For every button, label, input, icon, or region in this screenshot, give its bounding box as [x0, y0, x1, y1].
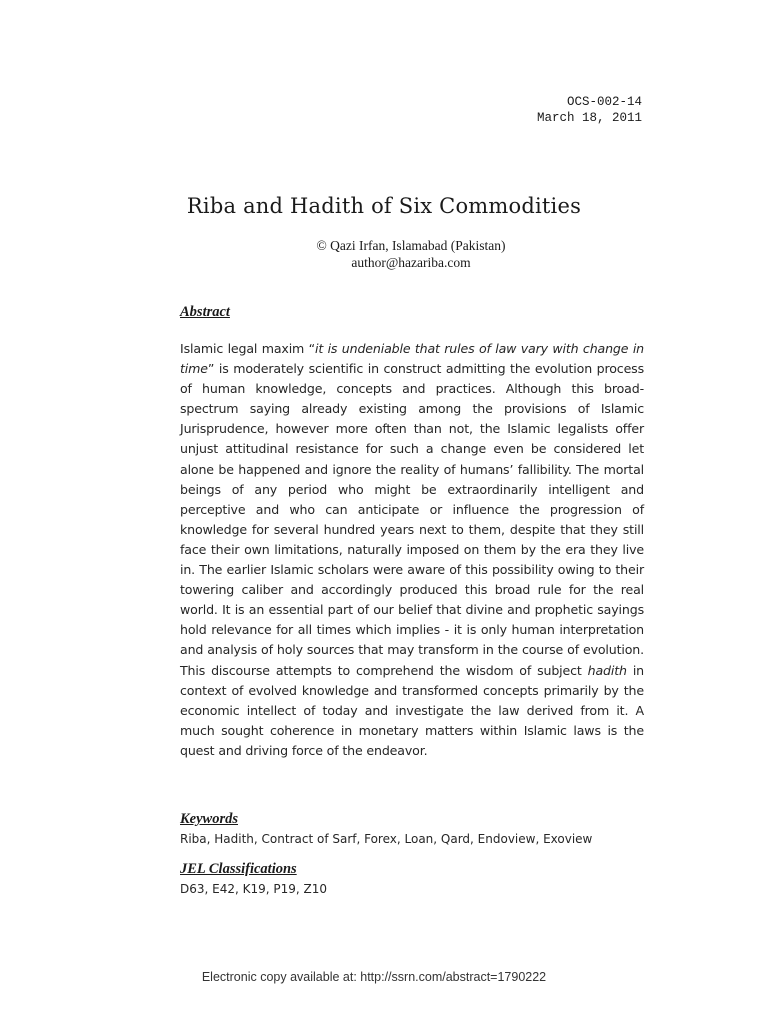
paper-title: Riba and Hadith of Six Commodities: [186, 194, 582, 218]
abstract-heading: Abstract: [180, 304, 230, 320]
abstract-hadith-word: hadith: [587, 662, 627, 678]
abstract-part-1: ” is moderately scientific in construct admitting the evolution process of human knowledge, concepts and practices. Although this broad-spectrum saying already existing among the provisions of Islamic Jurisprudence, however more often than not, the Islamic legalists offer unjust attitudinal resistance for such a change even be considered let alone be happened and ignore the reality of humans’ fallibility. The mortal beings of any period who might be extraordinarily intelligent and perceptive and who can anticipate or influence the progression of knowledge for several hundred years next to them, despite that they still face their own limitations, naturally imposed on them by the era they live in. The earlier Islamic scholars were aware of this possibility owing to their towering caliber and accordingly produced this broad rule for the real world. It is an essential part of our belief that divine and prophetic sayings hold relevance for all times which implies - it is only human interpretation and analysis of holy sources that may transform in the course of evolution. This discourse attempts to comprehend the wisdom of subject: [180, 361, 644, 678]
jel-text: D63, E42, K19, P19, Z10: [180, 882, 328, 896]
author-block: [0, 237, 768, 271]
abstract-part-2: in context of evolved knowledge and transformed concepts primarily by the economic intellect of today and investigate the law derived from it. A much sought coherence in monetary matters within Islamic laws is the quest and driving force of the endeavor.: [180, 662, 644, 758]
document-date: March 18, 2011: [536, 111, 642, 125]
footer-ssrn-link[interactable]: Electronic copy available at: http://ssrn.com/abstract=1790222: [201, 970, 547, 984]
keywords-heading: Keywords: [180, 811, 238, 827]
abstract-intro: Islamic legal maxim “: [180, 341, 315, 356]
jel-heading: JEL Classifications: [180, 861, 297, 877]
document-meta: [537, 94, 642, 126]
abstract-maxim: it is undeniable that rules of law vary with change in time: [180, 341, 644, 377]
abstract-text: [180, 339, 644, 761]
keywords-text: Riba, Hadith, Contract of Sarf, Forex, Loan, Qard, Endoview, Exoview: [180, 832, 593, 846]
document-id: OCS-002-14: [566, 95, 642, 109]
author-line: © Qazi Irfan, Islamabad (Pakistan): [316, 238, 506, 253]
author-email: author@hazariba.com: [351, 255, 471, 270]
